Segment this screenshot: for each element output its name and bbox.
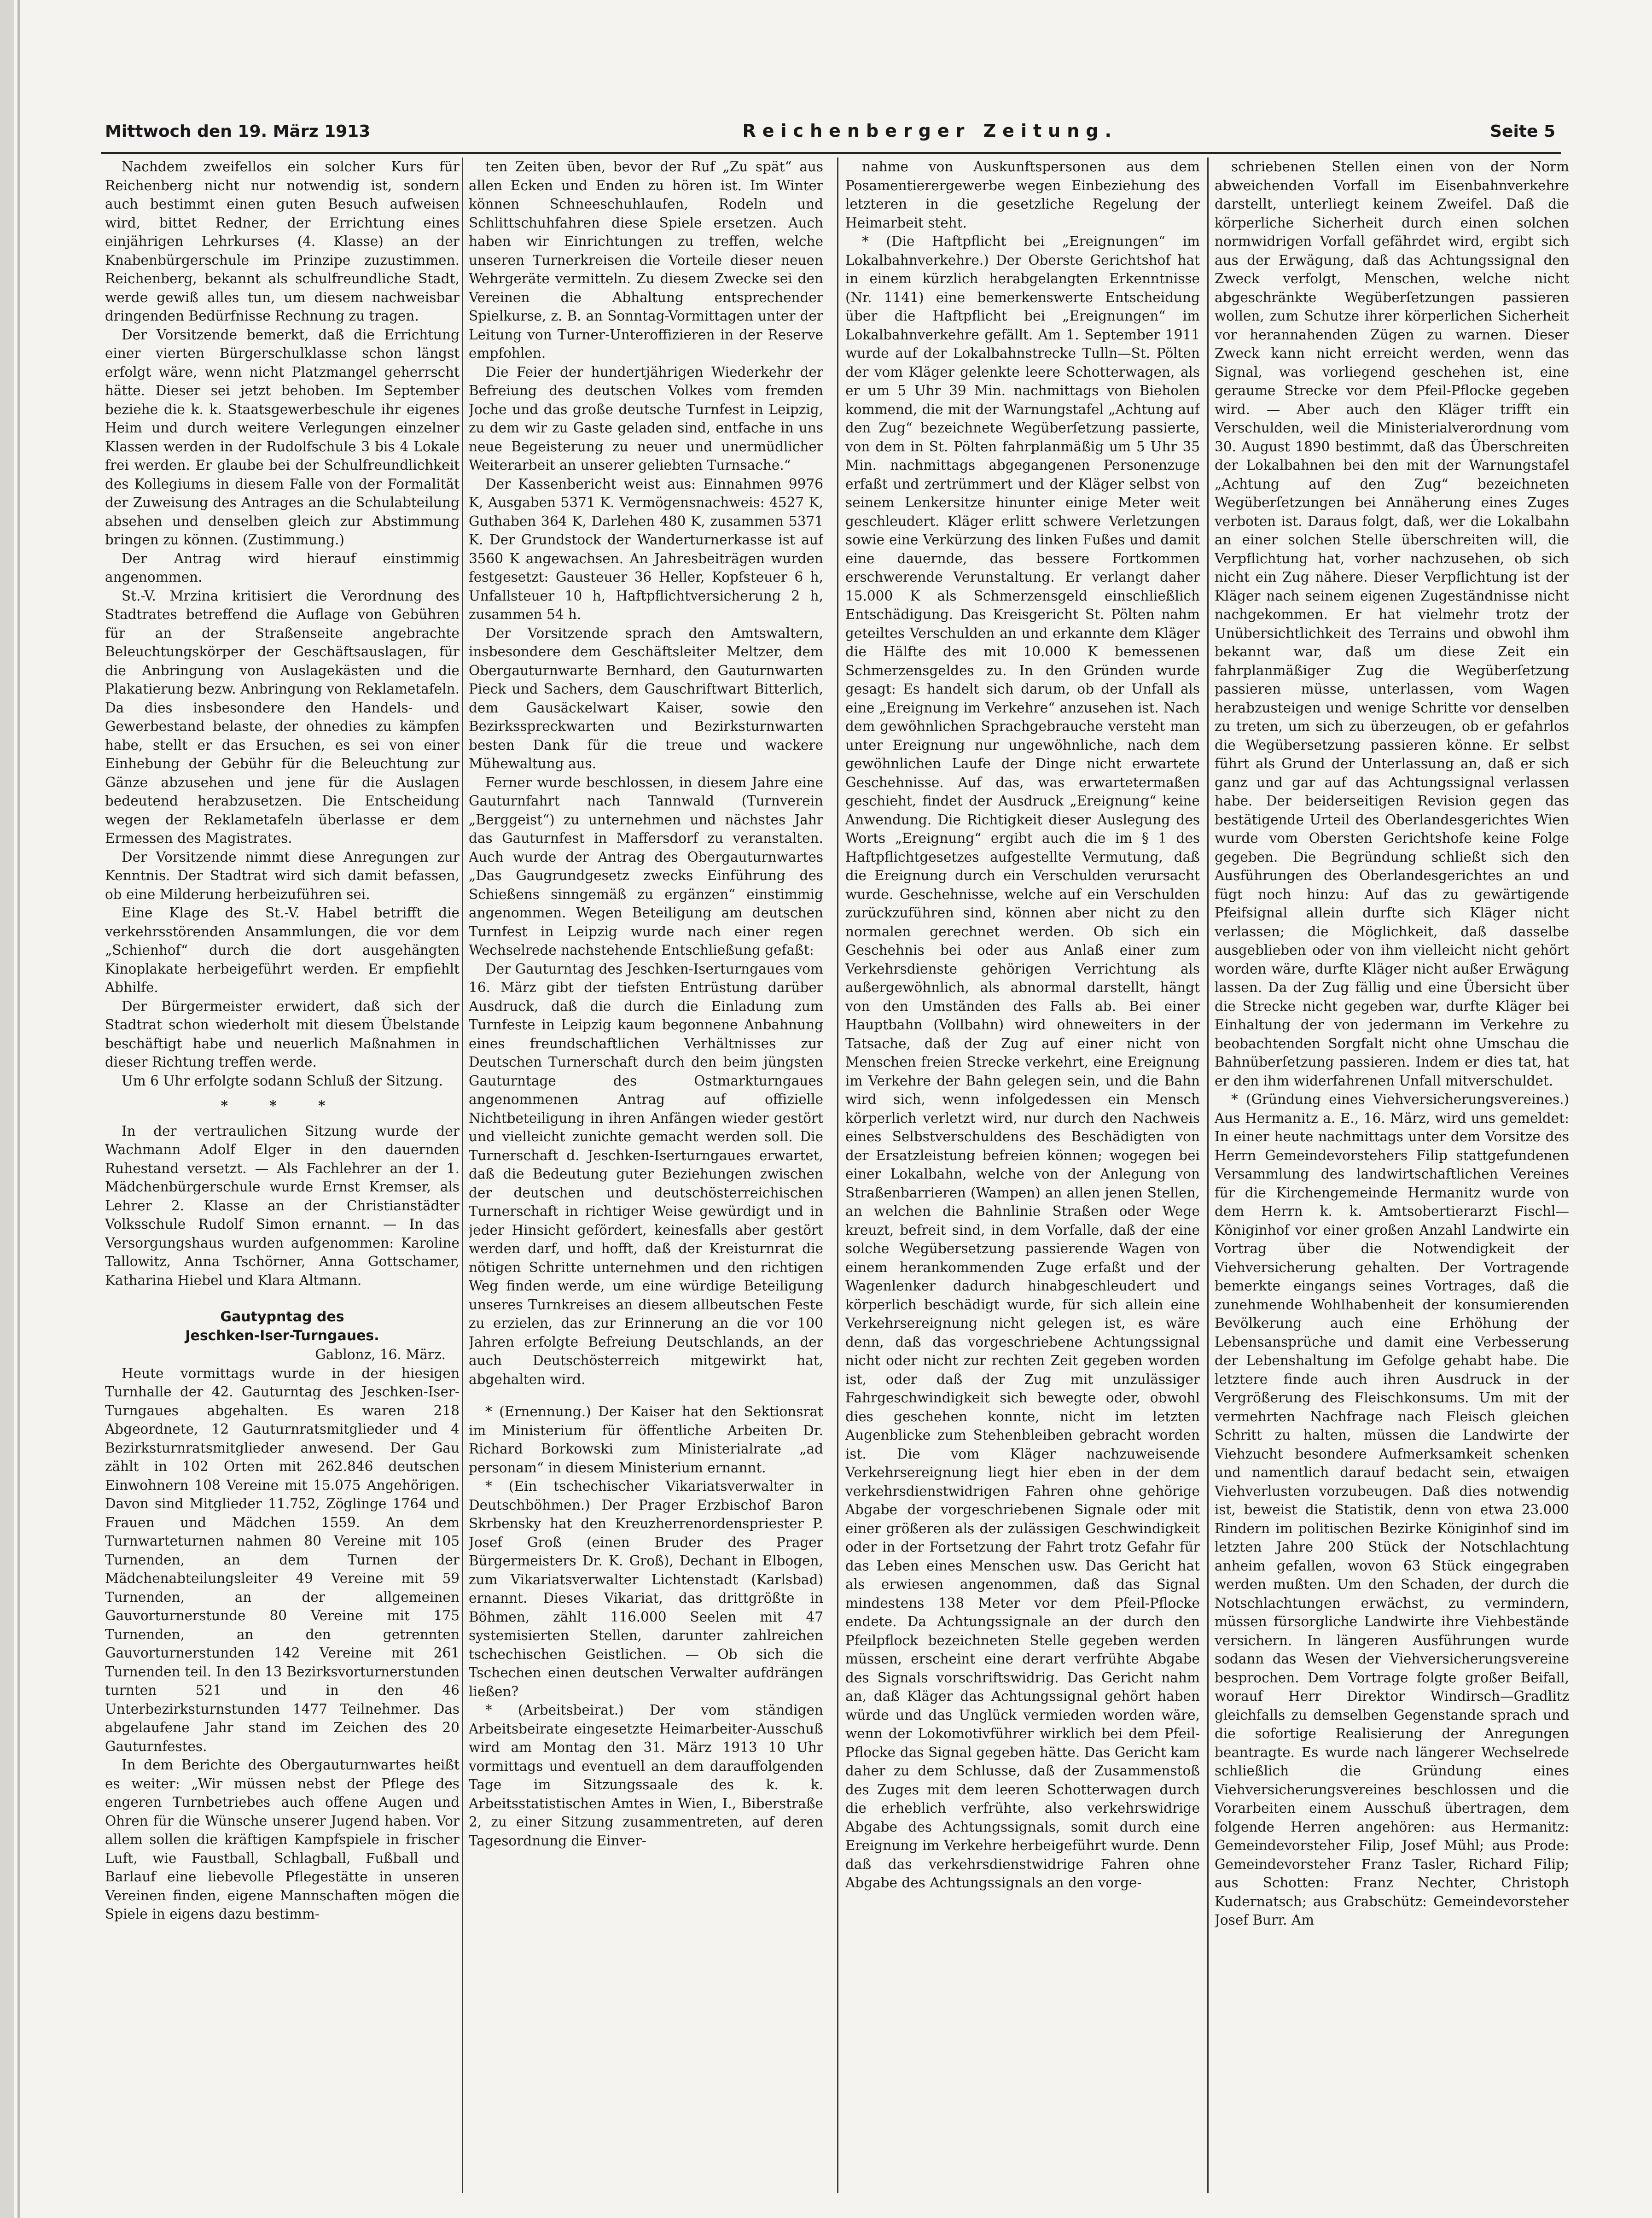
column-rule	[1207, 158, 1209, 2193]
paragraph: * (Arbeitsbeirat.) Der vom ständigen Arbeitsbeirate eingesetzte Heimarbeiter-Ausschuß wird am Montag den 31. März 1913 10 Uhr vormittags und eventuell an dem darauffolgenden Tage im Sitzungssaale des k. k. Arbeitsstatistischen Amtes in Wien, I., Biberstraße 2, zu einer Sitzung zusammentreten, auf deren Tagesordnung die Einver-	[469, 1702, 823, 1849]
paragraph: * (Ernennung.) Der Kaiser hat den Sektionsrat im Ministerium für öffentliche Arbeiten Dr. Richard Borkowski zum Ministerialrate „ad personam“ in diesem Ministerium ernannt.	[469, 1404, 823, 1476]
column-2	[469, 158, 823, 2202]
page-edge-line	[17, 0, 20, 2218]
page-header	[105, 121, 1555, 147]
paragraph: * (Ein tschechischer Vikariatsverwalter in Deutschböhmen.) Der Prager Erzbischof Baron Skrbensky hat den Kreuzherrenordenspriester P. Josef Groß (einen Bruder des Prager Bürgermeisters Dr. K. Groß), Dechant in Elbogen, zum Vikariatsverwalter Lichtenstadt (Karlsbad) ernannt. Dieses Vikariat, das drittgrößte in Böhmen, zählt 116.000 Seelen mit 47 systemisierten Stellen, darunter zahlreichen tschechischen Geistlichen. — Ob sich die Tschechen einen deutschen Verwalter aufdrängen ließen?	[469, 1478, 823, 1699]
paragraph: Der Bürgermeister erwidert, daß sich der Stadtrat schon wiederholt mit diesem Übelstande beschäftigt habe und neuerlich Maßnahmen in dieser Richtung treffen werde.	[105, 998, 460, 1070]
newspaper-title: Reichenberger Zeitung.	[742, 121, 1118, 141]
column-1	[105, 158, 460, 2202]
column-3	[845, 158, 1200, 2202]
paragraph: * (Gründung eines Viehversicherungsvereines.) Aus Hermanitz a. E., 16. März, wird uns gemeldet: In einer heute nachmittags unter dem Vorsitze des Herrn Gemeindevorstehers Filip stattgefundenen Versammlung des landwirtschaftlichen Vereines für die Kirchengemeinde Hermanitz wurde von dem Herrn k. k. Amtsobertierarzt Fischl—Königinhof vor einer großen Anzahl Landwirte ein Vortrag über die Notwendigkeit der Viehversicherung gehalten. Der Vortragende bemerkte eingangs seines Vortrages, daß die zunehmende Wohlhabenheit der konsumierenden Bevölkerung auch eine Erhöhung der Lebensansprüche und damit eine Verbesserung der Lebenshaltung im Gefolge gehabt habe. Die letztere finde auch ihren Ausdruck in der Vergrößerung des Fleischkonsums. Um mit der vermehrten Nachfrage nach Fleisch gleichen Schritt zu halten, müssen die Landwirte der Viehzucht besondere Aufmerksamkeit schenken und namentlich darauf bedacht sein, etwaigen Viehverlusten vorzubeugen. Daß dies notwendig ist, beweist die Statistik, denn von etwa 23.000 Rindern im politischen Bezirke Königinhof sind im letzten Jahre 200 Stück der Notschlachtung anheim gefallen, wovon 63 Stück eingegraben werden mußten. Um den Schaden, der durch die Notschlachtungen erwächst, zu vermindern, müssen fürsorgliche Landwirte ihre Viehbestände versichern. In längeren Ausführungen wurde sodann das Wesen der Viehversicherungsvereine besprochen. Dem Vortrage folgte großer Beifall, worauf Herr Direktor Windirsch—Gradlitz gleichfalls zu demselben Gegenstande sprach und die sofortige Realisierung der Anregungen beantragte. Es wurde nach längerer Wechselrede schließlich die Gründung eines Viehversicherungsvereines beschlossen und die Vorarbeiten einem Ausschuß übertragen, dem folgende Herren angehören: aus Hermanitz: Gemeindevorsteher Filip, Josef Mühl; aus Prode: Gemeindevorsteher Franz Tasler, Richard Filip; aus Schotten: Franz Nechter, Christoph Kudernatsch; aus Grabschütz: Gemeindevorsteher Josef Burr. Am	[1215, 1091, 1569, 1928]
section-divider: * * *	[221, 1097, 344, 1114]
paragraph: Der Gauturntag des Jeschken-Iserturngaues vom 16. März gibt der tiefsten Entrüstung darüber Ausdruck, daß die durch die Einladung zum Turnfeste in Leipzig kaum begonnene Anbahnung eines freundschaftlichen Verhältnisses zur Deutschen Turnerschaft durch den beim jüngsten Gauturntage des Ostmarkturngaues angenommenen Antrag auf offizielle Nichtbeteiligung in ihren Anfängen wieder gestört und vielleicht zunichte gemacht werden soll. Die Turnerschaft d. Jeschken-Iserturngaues erwartet, daß die Bedeutung guter Beziehungen zwischen der deutschen und deutschösterreichischen Turnerschaft in richtiger Weise gewürdigt und in jeder Hinsicht gefördert, keinesfalls aber gestört werden darf, und hofft, daß der Kreisturnrat die nötigen Schritte unternehmen und den richtigen Weg finden werde, um eine würdige Beteiligung unseres Turnkreises an diesem allbeutschen Feste zu erzielen, das zur Erinnerung an die vor 100 Jahren erfolgte Befreiung Deutschlands, an der auch Deutschösterreich mitgewirkt hat, abgehalten wird.	[469, 961, 823, 1387]
article-heading: Gautурntag des	[220, 1309, 344, 1325]
paragraph: Nachdem zweifellos ein solcher Kurs für Reichenberg nicht nur notwendig ist, sondern auch bestimmt einen guten Besuch aufweisen wird, bittet Redner, der Errichtung eines einjährigen Lehrkurses (4. Klasse) an der Knabenbürgerschule im Prinzipe zuzustimmen. Reichenberg, bekannt als schulfreundliche Stadt, werde gewiß alles tun, um diesem nachweisbar dringenden Bedürfnisse Rechnung zu tragen.	[105, 159, 460, 324]
header-rule	[101, 152, 1561, 154]
paragraph: In der vertraulichen Sitzung wurde der Wachmann Adolf Elger in den dauernden Ruhestand versetzt. — Als Fachlehrer an der 1. Mädchenbürgerschule wurde Ernst Kremser, als Lehrer 2. Klasse an der Christianstädter Volksschule Rudolf Simon ernannt. — In das Versorgungshaus wurden aufgenommen: Karoline Tallowitz, Anna Tschörner, Anna Gottschamer, Katharina Hiebel und Klara Altmann.	[105, 1123, 460, 1288]
paragraph: St.-V. Mrzina kritisiert die Verordnung des Stadtrates betreffend die Auflage von Gebühren für an der Straßenseite angebrachte Beleuchtungskörper der Geschäftsauslagen, für die Anbringung von Auslagekästen und die Plakatierung bezw. Anbringung von Reklametafeln. Da dies insbesondere den Handels- und Gewerbestand belaste, der ohnedies zu kämpfen habe, stellt er das Ersuchen, es sei von einer Einhebung der Gebühr für die Beleuchtung zur Gänze abzusehen und jene für die Auslagen bedeutend herabzusetzen. Die Entscheidung wegen der Reklametafeln überlasse er dem Ermessen des Magistrates.	[105, 588, 460, 846]
paragraph: Der Vorsitzende bemerkt, daß die Errichtung einer vierten Bürgerschulklasse schon längst erfolgt wäre, wenn nicht Platzmangel geherrscht hätte. Dieser sei jetzt behoben. Im September beziehe die k. k. Staatsgewerbeschule ihr eigenes Heim und durch weitere Verlegungen einzelner Klassen werden in der Rudolfschule 3 bis 4 Lokale frei werden. Er glaube bei der Schulfreundlichkeit des Kollegiums in diesem Falle von der Formalität der Zuweisung des Antrages an die Schulabteilung absehen und denselben gleich zur Abstimmung bringen zu können. (Zustimmung.)	[105, 327, 460, 548]
dateline: Gablonz, 16. März.	[315, 1347, 446, 1362]
paragraph: Der Vorsitzende nimmt diese Anregungen zur Kenntnis. Der Stadtrat wird sich damit befassen, ob eine Milderung herbeizuführen sei.	[105, 849, 460, 902]
paragraph: Um 6 Uhr erfolgte sodann Schluß der Sitzung.	[122, 1073, 443, 1089]
paragraph: Der Antrag wird hierauf einstimmig angenommen.	[105, 550, 460, 585]
paragraph: Der Kassenbericht weist aus: Einnahmen 9976 K, Ausgaben 5371 K. Vermögensnachweis: 4527 K, Guthaben 364 K, Darlehen 480 K, zusammen 5371 K. Der Grundstock der Wanderturnerkasse ist auf 3560 K angewachsen. An Jahresbeiträgen wurden festgesetzt: Gausteuer 36 Heller, Kopfsteuer 6 h, Unfallsteuer 10 h, Haftpflichtversicherung 2 h, zusammen 54 h.	[469, 476, 823, 622]
page-number: Seite 5	[1490, 122, 1555, 141]
column-rule	[837, 158, 838, 2193]
paragraph: Heute vormittags wurde in der hiesigen Turnhalle der 42. Gauturntag des Jeschken-Iser-Turngaues abgehalten. Es waren 218 Abgeordnete, 12 Gauturnratsmitglieder und 4 Bezirksturnratsmitglieder anwesend. Der Gau zählt in 102 Orten mit 262.846 deutschen Einwohnern 108 Vereine mit 15.075 Angehörigen. Davon sind Mitglieder 11.752, Zöglinge 1764 und Frauen und Mädchen 1559. An dem Turnwarteturnen nahmen 80 Vereine mit 105 Turnenden, an dem Turnen der Mädchenabteilungsleiter 49 Vereine mit 59 Turnenden, an der allgemeinen Gauvorturnerstunde 80 Vereine mit 175 Turnenden, an den getrennten Gauvorturnerstunden 142 Vereine mit 261 Turnenden teil. In den 13 Bezirksvorturnerstunden turnten 521 und in den 46 Unterbezirksturnstunden 1477 Teilnehmer. Das abgelaufene Jahr stand im Zeichen des 20 Gauturnfestes.	[105, 1365, 460, 1754]
paragraph: schriebenen Stellen einen von der Norm abweichenden Vorfall im Eisenbahnverkehre darstellt, unterliegt keinem Zweifel. Daß die körperliche Sicherheit durch einen solchen normwidrigen Vorfall gefährdet wird, ergibt sich aus der Erwägung, daß das Achtungssignal den Zweck verfolgt, Menschen, welche nicht abgeschränkte Wegüberſetzungen passieren wollen, zum Schutze ihrer körperlichen Sicherheit vor herannahenden Zügen zu warnen. Dieser Zweck kann nicht erreicht werden, wenn das Signal, was vorliegend geschehen ist, eine geraume Strecke vor dem Pfeil-Pflocke gegeben wird. — Aber auch den Kläger trifft ein Verschulden, weil die Ministerialverordnung vom 30. August 1890 bestimmt, daß das Überschreiten der Lokalbahnen bei den mit der Warnungstafel „Achtung auf den Zug“ bezeichneten Wegüberſetzungen bei Annäherung eines Zuges verboten ist. Daraus folgt, daß, wer die Lokalbahn an einer solchen Stelle überschreiten will, die Verpflichtung hat, vorher nachzusehen, ob sich nicht ein Zug nähere. Dieser Verpflichtung ist der Kläger nach seinem eigenen Zugeständnisse nicht nachgekommen. Er hat vielmehr trotz der Unübersichtlichkeit des Terrains und obwohl ihm bekannt war, daß um diese Zeit ein fahrplanmäßiger Zug die Wegüberſetzung passieren müsse, unterlassen, vom Wagen herabzusteigen und wenige Schritte vor denselben zu treten, um sich zu überzeugen, ob er gefahrlos die Wegübersetzung passieren könne. Er selbst führt als Grund der Unterlassung an, daß er sich ganz und gar auf das Achtungssignal verlassen habe. Der beiderseitigen Revision gegen das bestätigende Urteil des Oberlandesgerichtes Wien wurde vom Obersten Gerichtshofe keine Folge gegeben. Die Begründung schließt sich den Ausführungen des Oberlandesgerichtes an und fügt noch hinzu: Auf das zu gewärtigende Pfeifsignal allein durfte sich Kläger nicht verlassen; die Möglichkeit, daß dasselbe ausgeblieben oder von ihm vielleicht nicht gehört worden wäre, durfte Kläger nicht außer Erwägung lassen. Da der Zug fällig und eine Übersicht über die Strecke nicht gegeben war, durfte Kläger bei Einhaltung der von jedermann im Verkehre zu beobachtenden Sorgfalt nicht ohne Umschau die Bahnüberſetzung passieren. Indem er dies tat, hat er den ihm widerfahrenen Unfall mitverschuldet.	[1215, 159, 1569, 1089]
paragraph: Der Vorsitzende sprach den Amtswaltern, insbesondere dem Geschäftsleiter Meltzer, dem Obergauturnwarte Bernhard, den Gauturnwarten Pieck und Sachers, dem Gauschriftwart Bitterlich, dem Gausäckelwart Kaiser, sowie den Bezirksspreckwarten und Bezirksturnwarten besten Dank für die treue und wackere Mühewaltung aus.	[469, 625, 823, 771]
issue-date: Mittwoch den 19. März 1913	[105, 122, 371, 141]
paragraph: Ferner wurde beschlossen, in diesem Jahre eine Gauturnfahrt nach Tannwald (Turnverein „Berggeist“) zu unternehmen und nächstes Jahr das Gauturnfest in Maffersdorf zu veranstalten. Auch wurde der Antrag des Obergauturnwartes „Das Gaugrundgesetz zwecks Einführung des Schießens sinngemäß zu ergänzen“ einstimmig angenommen. Wegen Beteiligung am deutschen Turnfest in Leipzig wurde nach einer regen Wechselrede nachstehende Entschließung gefaßt:	[469, 774, 823, 958]
paragraph: Die Feier der hundertjährigen Wiederkehr der Befreiung des deutschen Volkes vom fremden Joche und das große deutsche Turnfest in Leipzig, zu dem wir zu Gaste geladen sind, entfache in uns neue Begeisterung zu neuer und unermüdlicher Weiterarbeit an unserer geliebten Turnsache.“	[469, 364, 823, 473]
paragraph: In dem Berichte des Obergauturnwartes heißt es weiter: „Wir müssen nebst der Pflege des engeren Turnbetriebes auch offene Augen und Ohren für die Wünsche unserer Jugend haben. Vor allem sollen die kräftigen Kampfspiele in frischer Luft, wie Faustball, Schlagball, Fußball und Barlauf eine liebevolle Pflegestätte in unseren Vereinen finden, eigene Mannschaften mögen die Spiele in eigens dazu bestimm-	[105, 1757, 460, 1922]
page-edge	[0, 0, 14, 2218]
paragraph: ten Zeiten üben, bevor der Ruf „Zu spät“ aus allen Ecken und Enden zu hören ist. Im Winter können Schneeschuhlaufen, Rodeln und Schlittschuhfahren diese Spiele ersetzen. Auch haben wir Einrichtungen zu treffen, welche unseren Turnerkreisen die Vorteile dieser neuen Wehrgeräte vermitteln. Zu diesem Zwecke sei den Vereinen die Abhaltung entsprechender Spielkurse, z. B. an Sonntag-Vormittagen unter der Leitung von Turner-Unteroffizieren in der Reserve empfohlen.	[469, 159, 823, 361]
column-rule	[462, 158, 463, 2193]
column-4	[1215, 158, 1569, 2202]
paragraph: * (Die Haftpflicht bei „Ereignungen“ im Lokalbahnverkehre.) Der Oberste Gerichtshof hat in einem kürzlich herabgelangten Erkenntnisse (Nr. 1141) eine bemerkenswerte Entscheidung über die Haftpflicht bei „Ereignungen“ im Lokalbahnverkehre gefällt. Am 1. September 1911 wurde auf der Lokalbahnstrecke Tulln—St. Pölten der vom Kläger gelenkte leere Schotterwagen, als er um 5 Uhr 39 Min. nachmittags von Bieholen kommend, die mit der Warnungstafel „Achtung auf den Zug“ bezeichnete Wegüberſetzung passierte, von dem in St. Pölten fahrplanmäßig um 5 Uhr 35 Min. nachmittags abgegangenen Personenzuge erfaßt und zertrümmert und der Kläger selbst von seinem Lenkersitze hinunter einige Meter weit geschleudert. Kläger erlitt schwere Verletzungen sowie eine Verkürzung des linken Fußes und damit eine dauernde, das bessere Fortkommen erschwerende Verunstaltung. Er verlangt daher 15.000 K als Schmerzensgeld einschließlich Entschädigung. Das Kreisgericht St. Pölten nahm geteiltes Verschulden an und erkannte dem Kläger die Hälfte des mit 10.000 K bemessenen Schmerzensgeldes zu. In den Gründen wurde gesagt: Es handelt sich darum, ob der Unfall als eine „Ereignung im Verkehre“ anzusehen ist. Nach dem gewöhnlichen Sprachgebrauche versteht man unter Ereignung nur ungewöhnliche, nach dem gewöhnlichen Laufe der Dinge nicht erwartete Geschehnisse. Auf das, was erwartetermaßen geschieht, findet der Ausdruck „Ereignung“ keine Anwendung. Die Richtigkeit dieser Auslegung des Worts „Ereignung“ ergibt auch die im § 1 des Haftpflichtgesetzes aufgestellte Vermutung, daß die Ereignung durch ein Verschulden verursacht wurde. Geschehnisse, welche auf ein Verschulden zurückzuführen sind, können aber nicht zu den normalen gerechnet werden. Ob sich ein Geschehnis bei oder aus Anlaß einer zum Verkehrsdienste gehörigen Verrichtung als außergewöhnlich, als abnormal darstellt, hängt von den Umständen des Falls ab. Bei einer Hauptbahn (Vollbahn) wird ohneweiters in der Tatsache, daß der Zug auf einer nicht von Menschen freien Strecke verkehrt, eine Ereignung im Verkehre der Bahn gelegen sein, und die Bahn wird sich, wenn infolgedessen ein Mensch körperlich verletzt wird, nur durch den Nachweis eines Selbstverschuldens des Beschädigten von der Ersatzleistung befreien können; wogegen bei einer Lokalbahn, welche von der Anlegung von Straßenbarrieren (Wampen) an allen jenen Stellen, an welchen die Bahnlinie Straßen oder Wege kreuzt, befreit sind, in dem Vorfalle, daß der eine solche Wegübersetzung passierende Wagen von einem herankommenden Zuge erfaßt und der Wagenlenker dadurch hinabgeschleudert und körperlich beschädigt wurde, für sich allein eine Verkehrsereignung nicht gelegen ist, es wäre denn, daß das vorgeschriebene Achtungssignal nicht oder nicht zur rechten Zeit gegeben worden ist, oder daß der Zug mit unzulässiger Fahrgeschwindigkeit sich bewegte oder, obwohl dies geschehen konnte, nicht im letzten Augenblicke zum Stehenbleiben gebracht worden ist. Die vom Kläger nachzuweisende Verkehrsereignung liegt hier eben in der dem verkehrsdienstwidrigen Fahren ohne gehörige Abgabe der vorgeschriebenen Signale oder mit einer größeren als der zulässigen Geschwindigkeit oder in der Fortsetzung der Fahrt trotz Gefahr für das Leben eines Menschen usw. Das Gericht hat als erwiesen angenommen, daß das Signal mindestens 138 Meter vor dem Pfeil-Pflocke endete. Da Achtungssignale an der durch den Pfeilpflock bezeichneten Stelle gegeben werden müssen, erscheint eine derart verfrühte Abgabe des Signals vorschriftswidrig. Das Gericht nahm an, daß Kläger das Achtungssignal gehört haben würde und das Unglück vermieden worden wäre, wenn der Lokomotivführer wirklich bei dem Pfeil-Pflocke das Signal gegeben hätte. Das Gericht kam daher zu dem Schlusse, daß der Zusammenstoß des Zuges mit dem leeren Schotterwagen durch die erheblich verfrühte, also verkehrswidrige Abgabe des Achtungssignals, somit durch eine Ereignung im Verkehre herbeigeführt wurde. Denn daß das verkehrsdienstwidrige Fahren ohne Abgabe des Achtungssignals an den vorge-	[845, 233, 1200, 1891]
paragraph: nahme von Auskunftspersonen aus dem Posamentierergewerbe wegen Einbeziehung des letzteren in die gesetzliche Regelung der Heimarbeit steht.	[845, 159, 1200, 231]
paragraph: Eine Klage des St.-V. Habel betrifft die verkehrsstörenden Ansammlungen, die vor dem „Schienhof“ durch die dort ausgehängten Kinoplakate herbeigeführt werden. Er empfiehlt Abhilfe.	[105, 905, 460, 995]
article-heading: Jeschken-Iser-Turngaues.	[185, 1327, 379, 1344]
